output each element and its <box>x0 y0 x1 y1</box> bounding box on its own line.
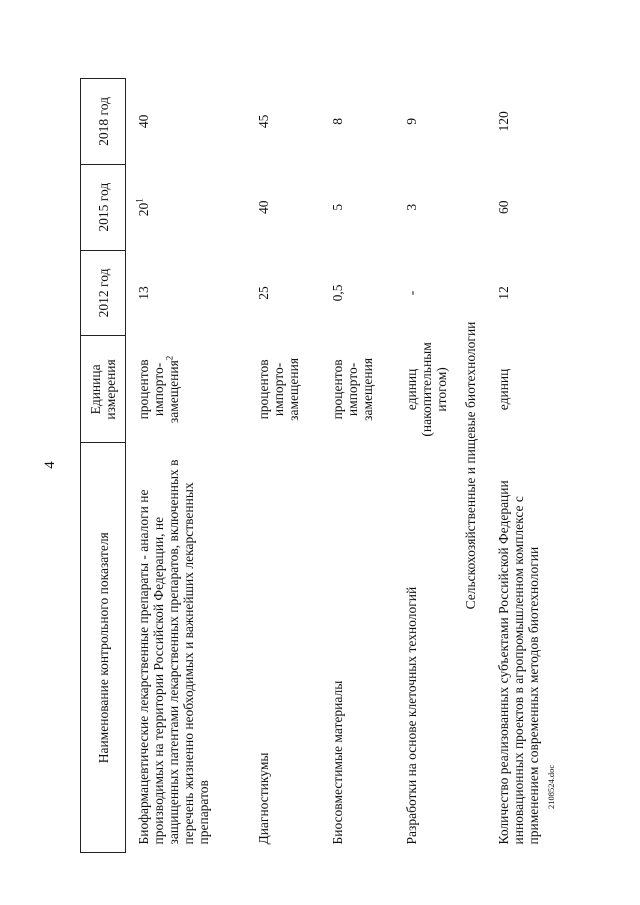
row-value-2018: 45 <box>255 114 271 129</box>
row-value-2018: 8 <box>329 118 345 125</box>
row-value-2018: 40 <box>136 114 151 129</box>
row-name: Диагностикумы <box>255 752 271 845</box>
table-header-row <box>81 79 126 853</box>
row-value-2015: 40 <box>255 200 271 214</box>
row-value-2012: - <box>403 290 419 296</box>
footer-doc-code: 2108524.doc <box>546 764 556 809</box>
section-header-row <box>459 79 486 853</box>
row-unit: процентов импорто-замещения <box>255 357 301 421</box>
header-2015: 2015 год <box>81 164 126 250</box>
row-name: Биофармацевтические лекарственные препараты - аналоги не производимых на территории Российской Федерации, не защищенных патентами лекарственных препаратов, включенных в перечень жизненно необходимых и важнейших лекарственных препаратов <box>136 459 211 845</box>
table-row <box>320 79 394 853</box>
header-unit: Единица измерения <box>81 336 126 443</box>
page-number: 4 <box>42 461 58 469</box>
header-name: Наименование контрольного показателя <box>81 443 126 853</box>
table-row <box>394 79 459 853</box>
row-value-2012: 13 <box>136 286 151 300</box>
indicators-table <box>80 78 556 853</box>
row-value-2018: 120 <box>495 111 511 132</box>
row-unit: процентов импорто-замещения$^2$ <box>136 355 181 424</box>
rotated-table-container <box>80 78 545 853</box>
row-name: Биосовместимые материалы <box>329 680 345 845</box>
row-name: Разработки на основе клеточных технологий <box>403 586 419 845</box>
header-2018: 2018 год <box>81 79 126 165</box>
row-value-2015: 5 <box>329 203 345 211</box>
header-2012: 2012 год <box>81 250 126 336</box>
row-value-2012: 0,5 <box>329 284 345 302</box>
row-name: Количество реализованных субъектами Российской Федерации инновационных проектов в агропромышленном комплексе с применением современных методов биотехнологии <box>495 480 541 845</box>
row-value-2018: 9 <box>403 118 419 125</box>
row-value-2015: 60 <box>495 200 511 214</box>
row-value-2015: 3 <box>403 203 419 211</box>
section-title: Сельскохозяйственные и пищевые биотехнологии <box>462 321 478 610</box>
row-unit: процентов импорто-замещения <box>329 357 375 421</box>
table-row <box>486 79 556 853</box>
row-unit: единиц (накопительным итогом) <box>403 342 449 437</box>
table-row <box>126 79 246 853</box>
table-row <box>246 79 320 853</box>
row-value-2012: 12 <box>495 286 511 300</box>
row-value-2015: $20^1$ <box>134 198 151 217</box>
row-unit: единиц <box>495 368 511 411</box>
row-value-2012: 25 <box>255 286 271 300</box>
